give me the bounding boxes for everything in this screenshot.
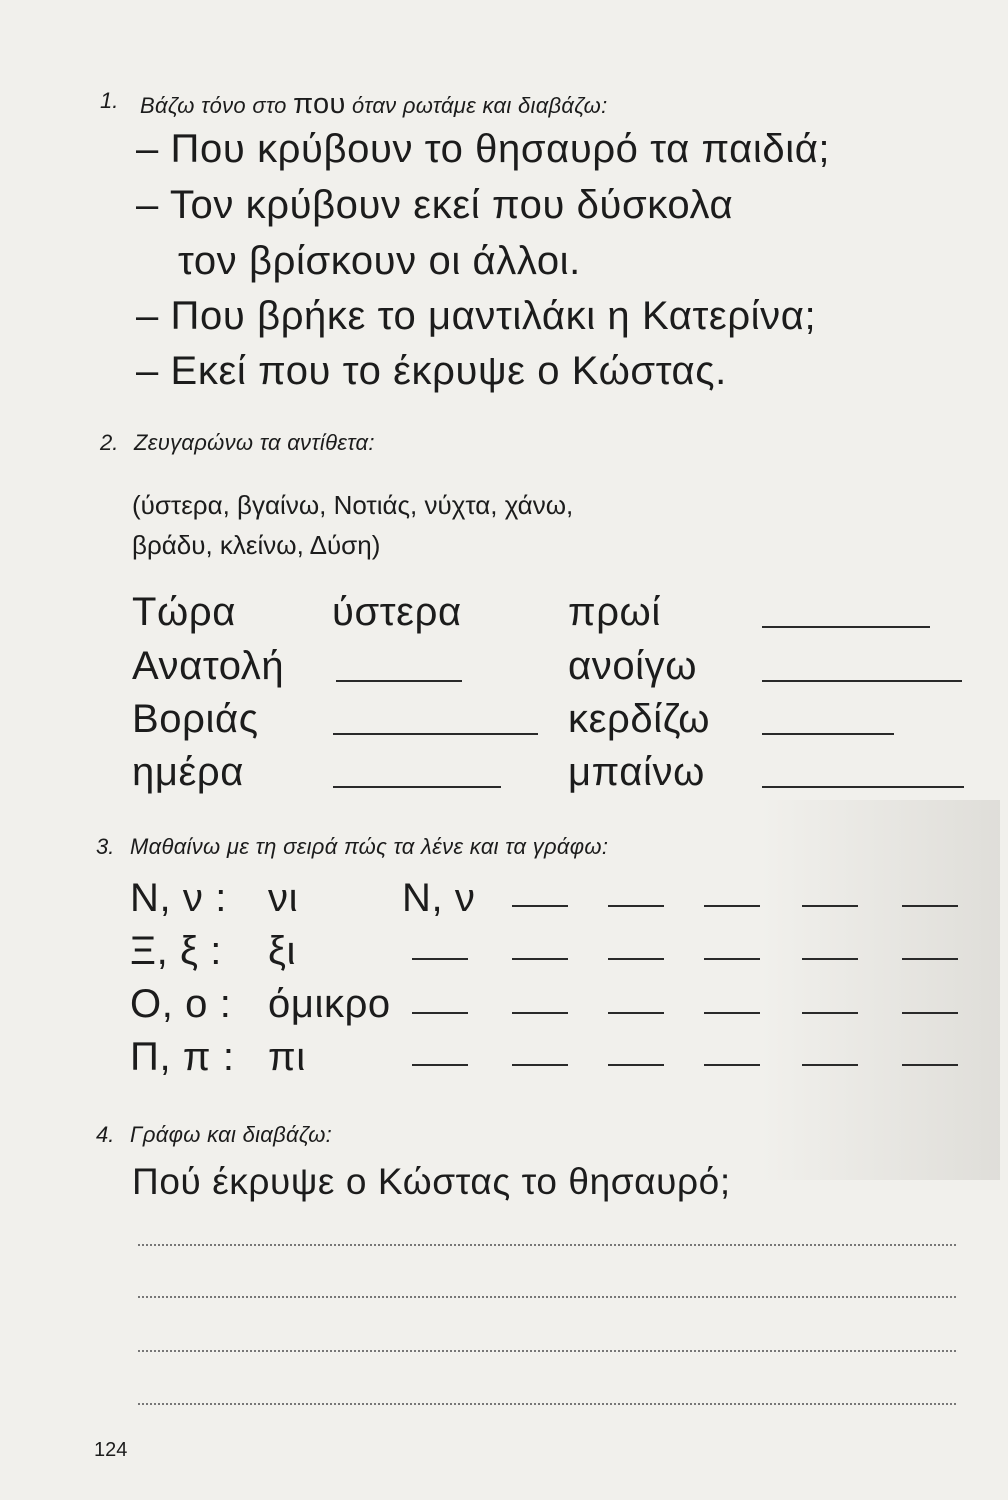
letter-blank[interactable] [802,958,858,960]
letter-blank[interactable] [902,1012,958,1014]
letter-blank[interactable] [608,905,664,907]
dialogue-line-1: – Που κρύβουν το θησαυρό τα παιδιά; [136,127,831,171]
pair-left-answer: ύστερα [332,590,462,634]
letter-blank[interactable] [704,958,760,960]
page-number: 124 [94,1439,128,1461]
exercise-4-instruction: Γράφω και διαβάζω: [130,1122,333,1147]
letter-name: νι [268,876,299,920]
writing-line[interactable] [138,1244,956,1246]
answer-blank[interactable] [762,680,962,682]
pair-left-word: Ανατολή [132,644,285,688]
dialogue-line-3: τον βρίσκουν οι άλλοι. [178,239,581,283]
exercise-4-number: 4. [96,1122,115,1147]
letter-name: όμικρο [268,982,391,1026]
exercise-2-instruction: Ζευγαρώνω τα αντίθετα: [134,430,375,455]
pair-right-word: κερδίζω [568,697,711,741]
exercise-3-instruction: Μαθαίνω με τη σειρά πώς τα λένε και τα γράφω: [130,834,609,859]
dialogue-line-4: – Που βρήκε το μαντιλάκι η Κατερίνα; [136,294,817,338]
letter-pair: Ο, ο : [130,982,232,1026]
writing-line[interactable] [138,1296,956,1298]
letter-blank[interactable] [512,1012,568,1014]
answer-blank[interactable] [336,680,462,682]
letter-blank[interactable] [902,905,958,907]
instruction-post: όταν ρωτάμε και διαβάζω: [352,93,608,118]
bleed-through-shadow [760,800,1000,1180]
pair-right-word: πρωί [568,590,661,634]
instruction-pre: Βάζω τόνο στο [140,93,287,118]
exercise-1-number: 1. [100,88,119,113]
letter-pair: Π, π : [130,1035,235,1079]
pair-right-word: μπαίνω [568,750,705,794]
letter-blank[interactable] [608,1012,664,1014]
letter-pair: Ξ, ξ : [130,929,222,973]
answer-blank[interactable] [762,733,894,735]
letter-blank[interactable] [902,958,958,960]
letter-blank[interactable] [412,958,468,960]
instruction-keyword: που [293,88,346,120]
exercise-3-number: 3. [96,834,115,859]
answer-blank[interactable] [333,786,501,788]
exercise-1-instruction [140,88,608,121]
letter-blank[interactable] [512,958,568,960]
letter-blank[interactable] [608,1064,664,1066]
letter-name: ξι [268,929,296,973]
letter-blank[interactable] [802,905,858,907]
letter-name: πι [268,1035,306,1079]
letter-blank[interactable] [704,1064,760,1066]
answer-blank[interactable] [762,626,930,628]
letter-blank[interactable] [512,905,568,907]
letter-blank[interactable] [412,1012,468,1014]
pair-right-word: ανοίγω [568,644,698,688]
letter-blank[interactable] [512,1064,568,1066]
pair-left-word: ημέρα [132,750,245,794]
letter-blank[interactable] [902,1064,958,1066]
exercise-4-sentence: Πού έκρυψε ο Κώστας το θησαυρό; [132,1161,731,1202]
exercise-2-number: 2. [100,430,119,455]
pair-left-word: Τώρα [132,590,236,634]
dialogue-line-2: – Τον κρύβουν εκεί που δύσκολα [136,183,734,227]
dialogue-line-5: – Εκεί που το έκρυψε ο Κώστας. [136,349,727,393]
pair-left-word: Βοριάς [132,697,259,741]
letter-blank[interactable] [704,1012,760,1014]
answer-blank[interactable] [333,733,538,735]
letter-blank[interactable] [802,1064,858,1066]
letter-blank[interactable] [412,1064,468,1066]
writing-line[interactable] [138,1403,956,1405]
letter-blank[interactable] [608,958,664,960]
letter-pair: Ν, ν : [130,876,227,920]
writing-line[interactable] [138,1350,956,1352]
letter-blank[interactable] [704,905,760,907]
letter-blank[interactable] [802,1012,858,1014]
word-bank-line-2: βράδυ, κλείνω, Δύση) [132,530,381,560]
letter-example: Ν, ν [402,876,476,920]
word-bank-line-1: (ύστερα, βγαίνω, Νοτιάς, νύχτα, χάνω, [132,490,574,520]
answer-blank[interactable] [762,786,964,788]
